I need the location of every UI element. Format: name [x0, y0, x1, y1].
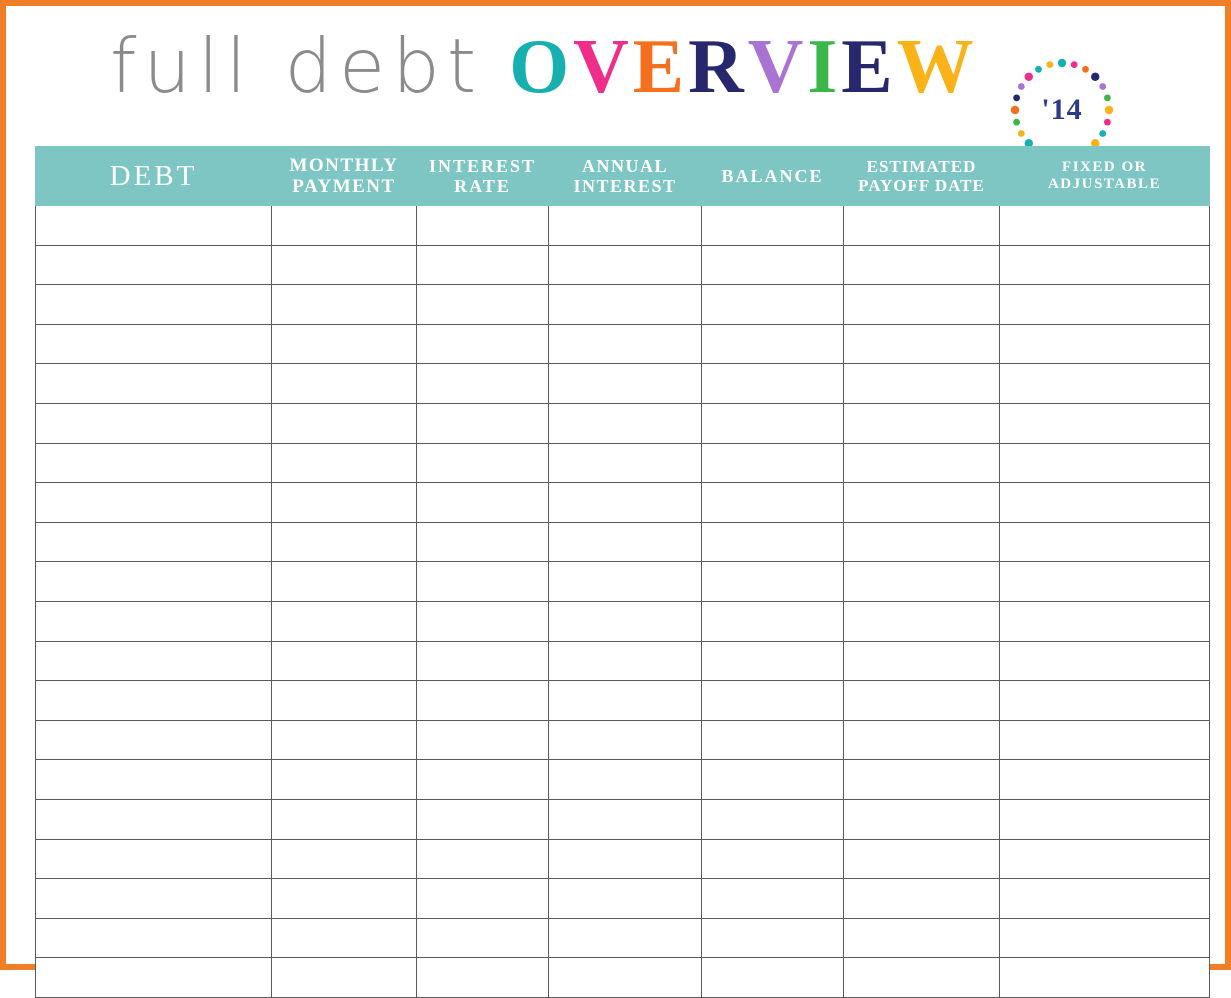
cell-annual_interest[interactable]: [549, 403, 702, 443]
cell-balance[interactable]: [702, 562, 844, 602]
cell-interest_rate[interactable]: [417, 839, 549, 879]
cell-debt[interactable]: [36, 483, 272, 523]
cell-balance[interactable]: [702, 839, 844, 879]
column-header-fixed-or-adjustable: FIXED OR ADJUSTABLE: [1000, 147, 1210, 206]
cell-monthly_payment[interactable]: [272, 839, 417, 879]
column-header-payoff-date: ESTIMATED PAYOFF DATE: [844, 147, 1000, 206]
cell-debt[interactable]: [36, 641, 272, 681]
title-overview-word: [509, 23, 977, 109]
cell-monthly_payment[interactable]: [272, 601, 417, 641]
cell-balance[interactable]: [702, 641, 844, 681]
column-header-balance: BALANCE: [702, 147, 844, 206]
cell-balance[interactable]: [702, 720, 844, 760]
cell-monthly_payment[interactable]: [272, 522, 417, 562]
title-letter-4: V: [747, 23, 808, 109]
cell-payoff_date[interactable]: [844, 958, 1000, 998]
cell-fixed_or_adjustable[interactable]: [1000, 364, 1210, 404]
title-text: [110, 22, 978, 110]
cell-interest_rate[interactable]: [417, 720, 549, 760]
cell-balance[interactable]: [702, 443, 844, 483]
cell-fixed_or_adjustable[interactable]: [1000, 760, 1210, 800]
cell-monthly_payment[interactable]: [272, 403, 417, 443]
table-row[interactable]: [36, 364, 1210, 404]
cell-payoff_date[interactable]: [844, 324, 1000, 364]
cell-annual_interest[interactable]: [549, 562, 702, 602]
cell-debt[interactable]: [36, 681, 272, 721]
cell-monthly_payment[interactable]: [272, 760, 417, 800]
cell-payoff_date[interactable]: [844, 562, 1000, 602]
table-row[interactable]: [36, 601, 1210, 641]
cell-annual_interest[interactable]: [549, 760, 702, 800]
column-header-debt: DEBT: [36, 147, 272, 206]
cell-interest_rate[interactable]: [417, 245, 549, 285]
cell-fixed_or_adjustable[interactable]: [1000, 403, 1210, 443]
cell-fixed_or_adjustable[interactable]: [1000, 285, 1210, 325]
cell-monthly_payment[interactable]: [272, 918, 417, 958]
cell-balance[interactable]: [702, 403, 844, 443]
column-header-annual-interest: ANNUAL INTEREST: [549, 147, 702, 206]
page-title: [6, 22, 1225, 138]
cell-balance[interactable]: [702, 958, 844, 998]
table-header-row: [36, 147, 1210, 206]
cell-debt[interactable]: [36, 958, 272, 998]
cell-monthly_payment[interactable]: [272, 562, 417, 602]
cell-balance[interactable]: [702, 918, 844, 958]
table-row[interactable]: [36, 641, 1210, 681]
title-letter-7: W: [896, 23, 978, 109]
table-body: [36, 206, 1210, 998]
cell-debt[interactable]: [36, 918, 272, 958]
cell-payoff_date[interactable]: [844, 364, 1000, 404]
cell-payoff_date[interactable]: [844, 918, 1000, 958]
table-row[interactable]: [36, 958, 1210, 998]
cell-interest_rate[interactable]: [417, 522, 549, 562]
cell-annual_interest[interactable]: [549, 918, 702, 958]
cell-fixed_or_adjustable[interactable]: [1000, 879, 1210, 919]
title-letter-3: R: [688, 23, 748, 109]
cell-monthly_payment[interactable]: [272, 443, 417, 483]
cell-balance[interactable]: [702, 324, 844, 364]
table-row[interactable]: [36, 483, 1210, 523]
debt-overview-table: [35, 146, 1210, 998]
table-row[interactable]: [36, 799, 1210, 839]
cell-interest_rate[interactable]: [417, 562, 549, 602]
title-letter-6: E: [841, 23, 897, 109]
cell-interest_rate[interactable]: [417, 681, 549, 721]
table-row[interactable]: [36, 879, 1210, 919]
cell-payoff_date[interactable]: [844, 760, 1000, 800]
cell-balance[interactable]: [702, 760, 844, 800]
cell-annual_interest[interactable]: [549, 206, 702, 246]
cell-annual_interest[interactable]: [549, 483, 702, 523]
cell-balance[interactable]: [702, 522, 844, 562]
cell-interest_rate[interactable]: [417, 641, 549, 681]
cell-fixed_or_adjustable[interactable]: [1000, 245, 1210, 285]
cell-payoff_date[interactable]: [844, 522, 1000, 562]
cell-fixed_or_adjustable[interactable]: [1000, 522, 1210, 562]
cell-fixed_or_adjustable[interactable]: [1000, 918, 1210, 958]
table-row[interactable]: [36, 918, 1210, 958]
title-letter-2: E: [632, 23, 689, 109]
cell-balance[interactable]: [702, 601, 844, 641]
cell-payoff_date[interactable]: [844, 681, 1000, 721]
cell-interest_rate[interactable]: [417, 958, 549, 998]
cell-monthly_payment[interactable]: [272, 720, 417, 760]
table-row[interactable]: [36, 324, 1210, 364]
cell-balance[interactable]: [702, 245, 844, 285]
cell-fixed_or_adjustable[interactable]: [1000, 641, 1210, 681]
cell-annual_interest[interactable]: [549, 958, 702, 998]
cell-annual_interest[interactable]: [549, 799, 702, 839]
cell-annual_interest[interactable]: [549, 285, 702, 325]
cell-monthly_payment[interactable]: [272, 206, 417, 246]
cell-monthly_payment[interactable]: [272, 681, 417, 721]
cell-annual_interest[interactable]: [549, 641, 702, 681]
cell-interest_rate[interactable]: [417, 285, 549, 325]
cell-interest_rate[interactable]: [417, 601, 549, 641]
cell-annual_interest[interactable]: [549, 364, 702, 404]
cell-balance[interactable]: [702, 879, 844, 919]
cell-payoff_date[interactable]: [844, 245, 1000, 285]
cell-monthly_payment[interactable]: [272, 958, 417, 998]
title-letter-5: I: [807, 23, 842, 109]
cell-payoff_date[interactable]: [844, 483, 1000, 523]
cell-debt[interactable]: [36, 245, 272, 285]
cell-fixed_or_adjustable[interactable]: [1000, 443, 1210, 483]
cell-debt[interactable]: [36, 839, 272, 879]
cell-fixed_or_adjustable[interactable]: [1000, 681, 1210, 721]
cell-fixed_or_adjustable[interactable]: [1000, 562, 1210, 602]
cell-debt[interactable]: [36, 799, 272, 839]
table-row[interactable]: [36, 839, 1210, 879]
cell-annual_interest[interactable]: [549, 720, 702, 760]
cell-fixed_or_adjustable[interactable]: [1000, 958, 1210, 998]
cell-payoff_date[interactable]: [844, 720, 1000, 760]
cell-debt[interactable]: [36, 562, 272, 602]
year-badge-label: '14: [1041, 93, 1083, 126]
table-row[interactable]: [36, 245, 1210, 285]
cell-payoff_date[interactable]: [844, 601, 1000, 641]
cell-annual_interest[interactable]: [549, 245, 702, 285]
cell-monthly_payment[interactable]: [272, 324, 417, 364]
cell-debt[interactable]: [36, 522, 272, 562]
cell-interest_rate[interactable]: [417, 364, 549, 404]
cell-debt[interactable]: [36, 720, 272, 760]
cell-balance[interactable]: [702, 799, 844, 839]
cell-annual_interest[interactable]: [549, 443, 702, 483]
table-row[interactable]: [36, 206, 1210, 246]
cell-payoff_date[interactable]: [844, 206, 1000, 246]
cell-annual_interest[interactable]: [549, 879, 702, 919]
cell-payoff_date[interactable]: [844, 641, 1000, 681]
cell-fixed_or_adjustable[interactable]: [1000, 206, 1210, 246]
cell-balance[interactable]: [702, 285, 844, 325]
cell-interest_rate[interactable]: [417, 206, 549, 246]
cell-payoff_date[interactable]: [844, 285, 1000, 325]
cell-fixed_or_adjustable[interactable]: [1000, 720, 1210, 760]
cell-fixed_or_adjustable[interactable]: [1000, 324, 1210, 364]
column-header-monthly-payment: MONTHLY PAYMENT: [272, 147, 417, 206]
table-row[interactable]: [36, 443, 1210, 483]
cell-debt[interactable]: [36, 364, 272, 404]
cell-monthly_payment[interactable]: [272, 285, 417, 325]
cell-monthly_payment[interactable]: [272, 879, 417, 919]
title-letter-0: O: [509, 23, 574, 109]
table-row[interactable]: [36, 720, 1210, 760]
table-row[interactable]: [36, 681, 1210, 721]
cell-debt[interactable]: [36, 443, 272, 483]
cell-payoff_date[interactable]: [844, 799, 1000, 839]
table-row[interactable]: [36, 522, 1210, 562]
cell-interest_rate[interactable]: [417, 879, 549, 919]
table-row[interactable]: [36, 562, 1210, 602]
cell-debt[interactable]: [36, 285, 272, 325]
cell-interest_rate[interactable]: [417, 760, 549, 800]
cell-payoff_date[interactable]: [844, 443, 1000, 483]
cell-debt[interactable]: [36, 206, 272, 246]
cell-debt[interactable]: [36, 879, 272, 919]
cell-fixed_or_adjustable[interactable]: [1000, 601, 1210, 641]
cell-debt[interactable]: [36, 403, 272, 443]
cell-fixed_or_adjustable[interactable]: [1000, 483, 1210, 523]
cell-debt[interactable]: [36, 760, 272, 800]
cell-monthly_payment[interactable]: [272, 641, 417, 681]
table-row[interactable]: [36, 285, 1210, 325]
cell-interest_rate[interactable]: [417, 324, 549, 364]
worksheet-sheet: [6, 6, 1225, 964]
cell-balance[interactable]: [702, 206, 844, 246]
cell-annual_interest[interactable]: [549, 601, 702, 641]
cell-annual_interest[interactable]: [549, 522, 702, 562]
cell-fixed_or_adjustable[interactable]: [1000, 839, 1210, 879]
cell-balance[interactable]: [702, 681, 844, 721]
cell-interest_rate[interactable]: [417, 483, 549, 523]
cell-annual_interest[interactable]: [549, 681, 702, 721]
cell-annual_interest[interactable]: [549, 839, 702, 879]
column-header-interest-rate: INTEREST RATE: [417, 147, 549, 206]
cell-monthly_payment[interactable]: [272, 483, 417, 523]
cell-interest_rate[interactable]: [417, 918, 549, 958]
cell-balance[interactable]: [702, 364, 844, 404]
cell-fixed_or_adjustable[interactable]: [1000, 799, 1210, 839]
cell-interest_rate[interactable]: [417, 799, 549, 839]
table-row[interactable]: [36, 403, 1210, 443]
cell-payoff_date[interactable]: [844, 839, 1000, 879]
cell-payoff_date[interactable]: [844, 879, 1000, 919]
cell-annual_interest[interactable]: [549, 324, 702, 364]
cell-debt[interactable]: [36, 324, 272, 364]
cell-interest_rate[interactable]: [417, 403, 549, 443]
title-script-part: full debt: [110, 22, 484, 110]
cell-interest_rate[interactable]: [417, 443, 549, 483]
cell-debt[interactable]: [36, 601, 272, 641]
cell-balance[interactable]: [702, 483, 844, 523]
title-letter-1: V: [573, 23, 633, 109]
cell-monthly_payment[interactable]: [272, 799, 417, 839]
table-row[interactable]: [36, 760, 1210, 800]
cell-monthly_payment[interactable]: [272, 364, 417, 404]
cell-monthly_payment[interactable]: [272, 245, 417, 285]
cell-payoff_date[interactable]: [844, 403, 1000, 443]
